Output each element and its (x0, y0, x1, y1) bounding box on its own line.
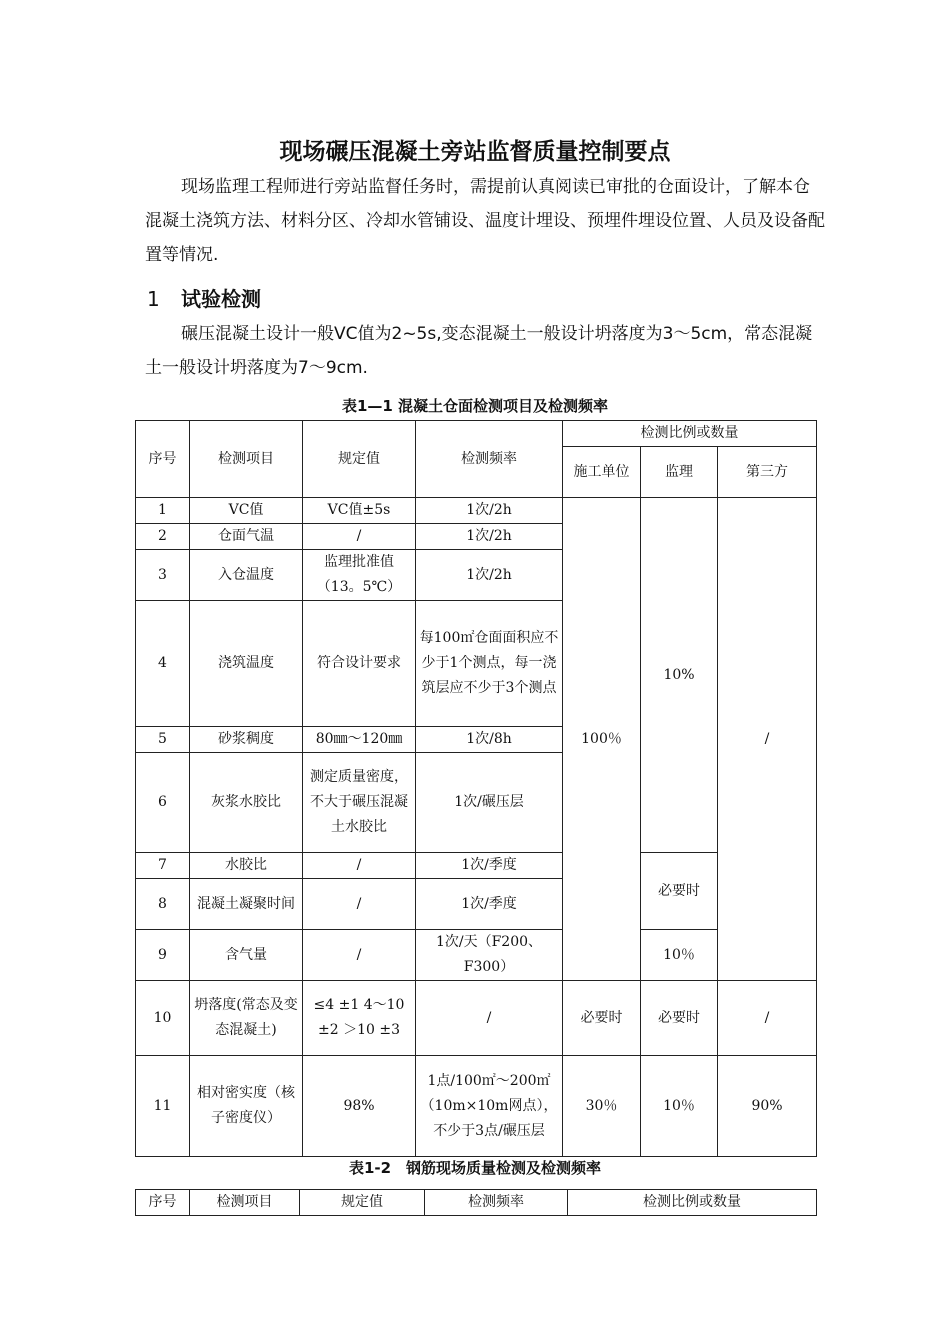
row-item: 相对密实度（核子密度仪） (190, 1056, 303, 1157)
row-supervisor: 必要时 (641, 981, 718, 1056)
row-third-party: / (718, 981, 817, 1056)
row-supervisor: 10％ (641, 1056, 718, 1157)
header-supervisor: 监理 (641, 447, 718, 498)
row-spec: / (303, 879, 416, 930)
row-no: 10 (136, 981, 190, 1056)
table2-caption: 表1-2 钢筋现场质量检测及检测频率 (348, 1159, 602, 1177)
row-item: VC值 (190, 498, 303, 524)
row-freq: 1次/天（F200、F300） (416, 930, 563, 981)
row-no: 9 (136, 930, 190, 981)
row-item: 坍落度(常态及变态混凝土) (190, 981, 303, 1056)
supervisor-merged: 10% (641, 498, 718, 853)
row-spec: / (303, 524, 416, 550)
header-contractor: 施工单位 (563, 447, 641, 498)
section-title: 试验检测 (181, 287, 261, 311)
header-ratio: 检测比例或数量 (563, 421, 817, 447)
row-spec: 监理批准值（13。5℃） (303, 550, 416, 601)
row-item: 含气量 (190, 930, 303, 981)
row-no: 6 (136, 753, 190, 853)
row-no: 1 (136, 498, 190, 524)
row-item: 浇筑温度 (190, 601, 303, 727)
row-spec: 符合设计要求 (303, 601, 416, 727)
row-freq: 1次/2h (416, 524, 563, 550)
row-no: 11 (136, 1056, 190, 1157)
header-freq: 检测频率 (416, 421, 563, 498)
header-ratio: 检测比例或数量 (568, 1190, 817, 1216)
section-text: 碾压混凝土设计一般VC值为2~5s,变态混凝土一般设计坍落度为3～5cm，常态混凝土一般设计坍落度为7～9cm. (145, 324, 813, 378)
table-row (136, 853, 817, 879)
row-spec: ≤4 ±1 4～10 ±2 ＞10 ±3 (303, 981, 416, 1056)
contractor-merged: 100％ (563, 498, 641, 981)
table1 (135, 420, 817, 1157)
row-contractor: 必要时 (563, 981, 641, 1056)
section-heading (147, 283, 261, 312)
row-item: 水胶比 (190, 853, 303, 879)
row-third-party: 90% (718, 1056, 817, 1157)
table2 (135, 1189, 817, 1216)
page-title: 现场碾压混凝土旁站监督质量控制要点 (279, 139, 671, 165)
row-spec: / (303, 930, 416, 981)
table-row (136, 930, 817, 981)
header-spec: 规定值 (303, 421, 416, 498)
intro-paragraph (145, 170, 825, 272)
row-no: 2 (136, 524, 190, 550)
row-spec: 98% (303, 1056, 416, 1157)
table1-caption: 表1—1 混凝土仓面检测项目及检测频率 (341, 397, 609, 415)
row-no: 8 (136, 879, 190, 930)
row-item: 混凝土凝聚时间 (190, 879, 303, 930)
header-third-party: 第三方 (718, 447, 817, 498)
row-freq: 1次/碾压层 (416, 753, 563, 853)
row-freq: 每100㎡仓面面积应不少于1个测点，每一浇筑层应不少于3个测点 (416, 601, 563, 727)
row-no: 7 (136, 853, 190, 879)
header-freq: 检测频率 (425, 1190, 568, 1216)
header-no: 序号 (136, 1190, 190, 1216)
header-no: 序号 (136, 421, 190, 498)
section-number: 1 (147, 287, 160, 311)
header-item: 检测项目 (190, 1190, 300, 1216)
row-item: 砂浆稠度 (190, 727, 303, 753)
row-freq: 1次/8h (416, 727, 563, 753)
row-contractor: 30％ (563, 1056, 641, 1157)
supervisor-merged-2: 必要时 (641, 853, 718, 930)
row-freq: 1次/季度 (416, 853, 563, 879)
row-item: 入仓温度 (190, 550, 303, 601)
row-spec: / (303, 853, 416, 879)
header-item: 检测项目 (190, 421, 303, 498)
supervisor-row9: 10％ (641, 930, 718, 981)
row-freq: / (416, 981, 563, 1056)
row-freq: 1次/季度 (416, 879, 563, 930)
row-spec: 80㎜～120㎜ (303, 727, 416, 753)
header-spec: 规定值 (300, 1190, 425, 1216)
row-no: 5 (136, 727, 190, 753)
row-spec: VC值±5s (303, 498, 416, 524)
third-party-merged: / (718, 498, 817, 981)
row-freq: 1点/100㎡～200㎡（10m×10m网点），不少于3点/碾压层 (416, 1056, 563, 1157)
table-row (136, 498, 817, 524)
row-item: 灰浆水胶比 (190, 753, 303, 853)
row-no: 4 (136, 601, 190, 727)
table-row (136, 981, 817, 1056)
row-spec: 测定质量密度，不大于碾压混凝土水胶比 (303, 753, 416, 853)
row-freq: 1次/2h (416, 550, 563, 601)
intro-text: 现场监理工程师进行旁站监督任务时，需提前认真阅读已审批的仓面设计，了解本仓混凝土浇筑方法、材料分区、冷却水管铺设、温度计埋设、预埋件埋设位置、人员及设备配置等情况. (145, 177, 825, 265)
section-paragraph (145, 317, 825, 385)
row-item: 仓面气温 (190, 524, 303, 550)
row-freq: 1次/2h (416, 498, 563, 524)
table-row (136, 1056, 817, 1157)
row-no: 3 (136, 550, 190, 601)
